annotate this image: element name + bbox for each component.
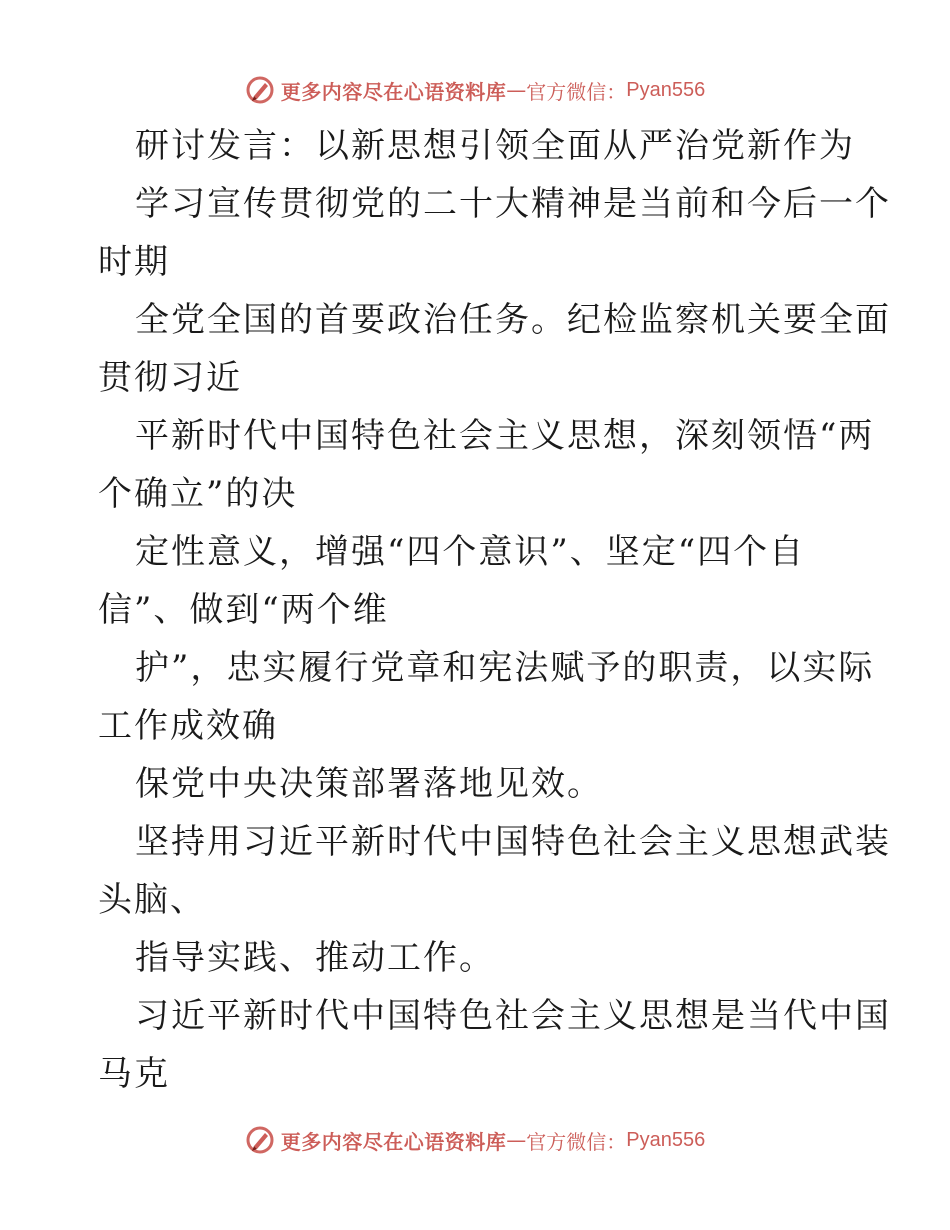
- text-line: 指导实践、推动工作。: [135, 938, 495, 978]
- text-line: 坚持用习近平新时代中国特色社会主义思想武装: [135, 822, 891, 862]
- watermark-wechat-id: Pyan556: [626, 1128, 706, 1151]
- watermark-wechat-label: 官方微信：: [526, 79, 627, 104]
- text-line: 定性意义，增强“四个意识”、坚定“四个自: [135, 532, 806, 572]
- text-line: 贯彻习近: [98, 358, 242, 398]
- text-line: 平新时代中国特色社会主义思想，深刻领悟“两: [135, 416, 875, 456]
- footer-watermark: [0, 1120, 950, 1160]
- text-line: 个确立”的决: [98, 474, 298, 514]
- watermark-wechat-id: Pyan556: [626, 78, 706, 101]
- watermark-separator: —: [506, 1128, 527, 1152]
- watermark-text: 更多内容尽在心语资料库: [280, 1129, 507, 1154]
- text-line: 学习宣传贯彻党的二十大精神是当前和今后一个: [135, 184, 891, 224]
- text-line: 习近平新时代中国特色社会主义思想是当代中国: [135, 996, 891, 1036]
- watermark-separator: —: [506, 78, 527, 102]
- pen-logo-icon: [245, 1125, 275, 1155]
- text-line: 工作成效确: [98, 706, 278, 746]
- text-line: 保党中央决策部署落地见效。: [135, 764, 603, 804]
- text-line: 护”，忠实履行党章和宪法赋予的职责，以实际: [135, 648, 875, 688]
- pen-logo-icon: [245, 75, 275, 105]
- watermark-text: 更多内容尽在心语资料库: [280, 79, 507, 104]
- text-line: 头脑、: [98, 880, 206, 920]
- text-line: 马克: [98, 1054, 170, 1094]
- text-line: 时期: [98, 242, 170, 282]
- watermark-wechat-label: 官方微信：: [526, 1129, 627, 1154]
- document-title: 研讨发言：以新思想引领全面从严治党新作为: [135, 126, 855, 166]
- header-watermark: [0, 70, 950, 110]
- text-line: 信”、做到“两个维: [98, 590, 389, 630]
- text-line: 全党全国的首要政治任务。纪检监察机关要全面: [135, 300, 891, 340]
